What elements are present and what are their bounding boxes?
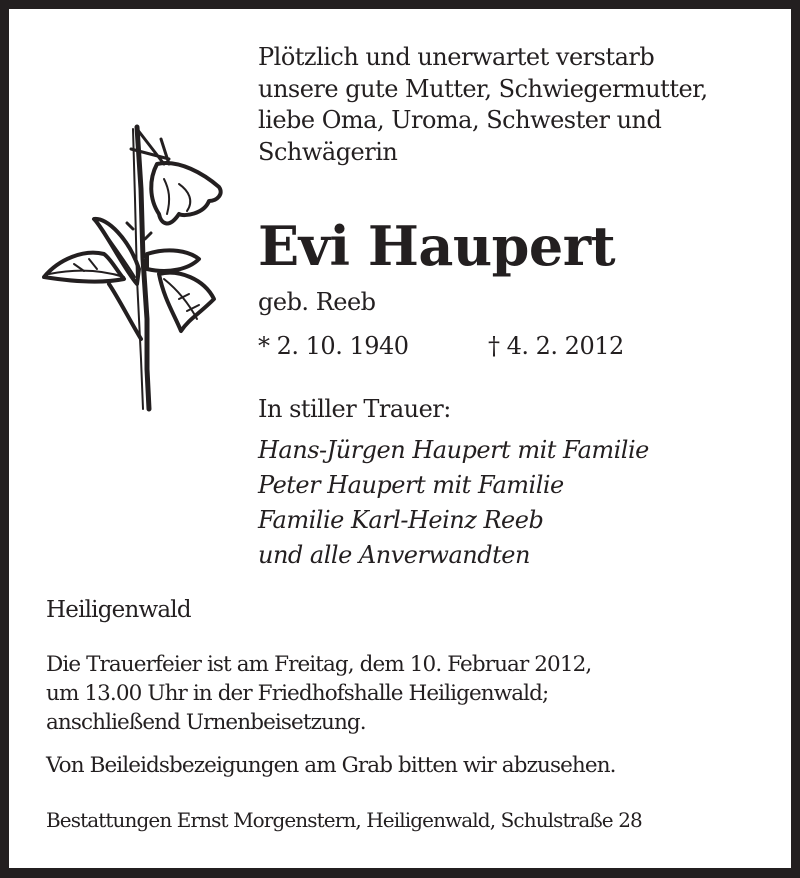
intro-text <box>258 42 708 168</box>
mourner-item: Familie Karl-Heinz Reeb <box>258 506 544 534</box>
ceremony-line: um 13.00 Uhr in der Friedhofshalle Heiligenwald; <box>46 681 549 706</box>
deceased-name: Evi Haupert <box>258 214 616 278</box>
death-date: † 4. 2. 2012 <box>488 332 624 360</box>
birth-date: * 2. 10. 1940 <box>258 332 409 360</box>
mourners-list <box>258 433 649 573</box>
place-name: Heiligenwald <box>46 597 191 623</box>
intro-line: Plötzlich und unerwartet verstarb <box>258 43 655 71</box>
intro-line: unsere gute Mutter, Schwiegermutter, <box>258 74 708 103</box>
mourner-item: und alle Anverwandten <box>258 541 530 569</box>
obituary-notice <box>9 9 791 868</box>
ceremony-line: anschließend Urnenbeisetzung. <box>46 710 366 735</box>
intro-line: Schwägerin <box>258 137 398 166</box>
mourning-label: In stiller Trauer: <box>258 395 451 423</box>
condolence-note: Von Beileidsbezeigungen am Grab bitten wir abzusehen. <box>46 753 616 778</box>
mourner-item: Peter Haupert mit Familie <box>258 471 564 499</box>
ceremony-line: Die Trauerfeier ist am Freitag, dem 10. Februar 2012, <box>46 652 592 677</box>
undertaker-info: Bestattungen Ernst Morgenstern, Heiligenwald, Schulstraße 28 <box>46 808 642 832</box>
birth-name: geb. Reeb <box>258 288 376 316</box>
ceremony-details <box>46 650 591 737</box>
wilted-rose-icon <box>29 119 229 419</box>
mourner-item: Hans-Jürgen Haupert mit Familie <box>258 436 649 464</box>
intro-line: liebe Oma, Uroma, Schwester und <box>258 106 662 134</box>
